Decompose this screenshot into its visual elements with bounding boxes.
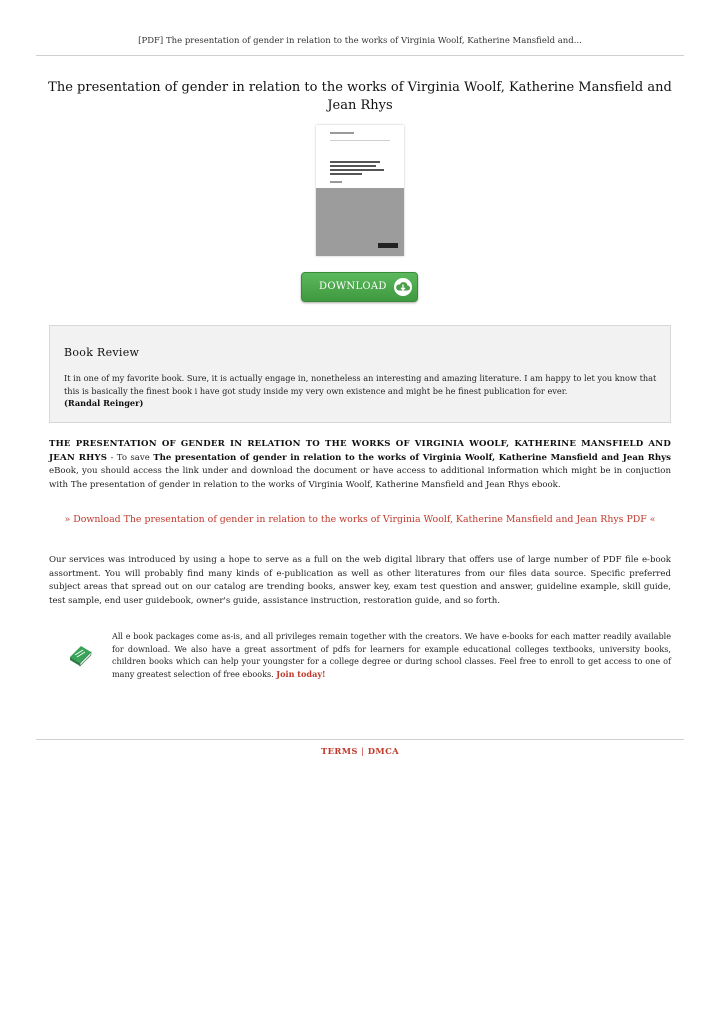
footer-divider: [36, 739, 684, 740]
dmca-link[interactable]: DMCA: [367, 746, 400, 756]
book-cover-image: [316, 125, 404, 256]
cover-title-line: [330, 173, 362, 175]
to-save-text: - To save: [107, 452, 154, 463]
publisher-logo: [378, 243, 398, 248]
page-title: The presentation of gender in relation to the works of Virginia Woolf, Katherine Mansfield and Jean Rhys: [48, 80, 672, 113]
header-divider: [36, 55, 684, 56]
review-author: (Randal Reinger): [64, 398, 144, 408]
description-rest: eBook, you should access the link under and download the document or have access to additional information which might be in conjuction with The presentation of gender in relation to the works of Virginia Woolf, Katherine Mansfield and Jean Rhys ebook.: [49, 466, 671, 490]
packages-text: All e book packages come as-is, and all privileges remain together with the creators. We have e-books for each matter readily available for download. We also have a great assortment of pdfs for learners for example educational colleges textbooks, university books, children books which can help your youngster for a college degree or during school classes. Feel free to enroll to get access to one of many greatest selection of free ebooks.: [112, 631, 671, 680]
cover-author-line: [330, 132, 354, 134]
join-today-link[interactable]: Join today!: [276, 669, 326, 680]
terms-link[interactable]: TERMS: [320, 746, 358, 756]
download-button[interactable]: [301, 272, 418, 302]
book-review-panel: [49, 325, 671, 423]
bold-title: The presentation of gender in relation to the works of Virginia Woolf, Katherine Mansfield and Jean Rhys: [153, 452, 671, 463]
caps-title: THE PRESENTATION OF GENDER IN RELATION TO THE WORKS OF VIRGINIA WOOLF, KATHERINE MANSFIELD AND JEAN RHYS: [49, 439, 671, 463]
footer-separator: |: [361, 746, 365, 756]
review-heading: Book Review: [64, 346, 140, 359]
cover-title-line: [330, 161, 380, 163]
footer-links: [36, 746, 684, 756]
cover-subtitle-line: [330, 181, 342, 183]
download-pdf-link[interactable]: » Download The presentation of gender in relation to the works of Virginia Woolf, Katherine Mansfield and Jean Rhys PDF «: [64, 514, 656, 525]
download-cloud-icon: [394, 278, 412, 296]
services-paragraph: Our services was introduced by using a hope to serve as a full on the web digital library that offers use of large number of PDF file e-book assortment. You will probably find many kinds of e-publication as well as other literatures from our files data source. Specific preferred subject areas that spread out on our catalog are trending books, answer key, exam test question and answer, guideline example, skill guide, test sample, end user guidebook, owner's guide, assistance instruction, restoration guide, and so forth.: [49, 555, 671, 606]
cover-rule: [330, 140, 390, 141]
packages-paragraph: [112, 630, 671, 681]
cover-title-line: [330, 169, 384, 171]
download-button-label: DOWNLOAD: [319, 281, 387, 292]
description-paragraph: [49, 438, 671, 492]
book-icon: [66, 640, 94, 668]
cover-title-line: [330, 165, 376, 167]
running-header: [PDF] The presentation of gender in relation to the works of Virginia Woolf, Katherine Mansfield and...: [138, 36, 582, 46]
review-text: It in one of my favorite book. Sure, it is actually engage in, nonetheless an interesting and amazing literature. I am happy to let you know that this is basically the finest book i have got study inside my very own existence and might be he finest publication for ever.: [64, 373, 657, 396]
